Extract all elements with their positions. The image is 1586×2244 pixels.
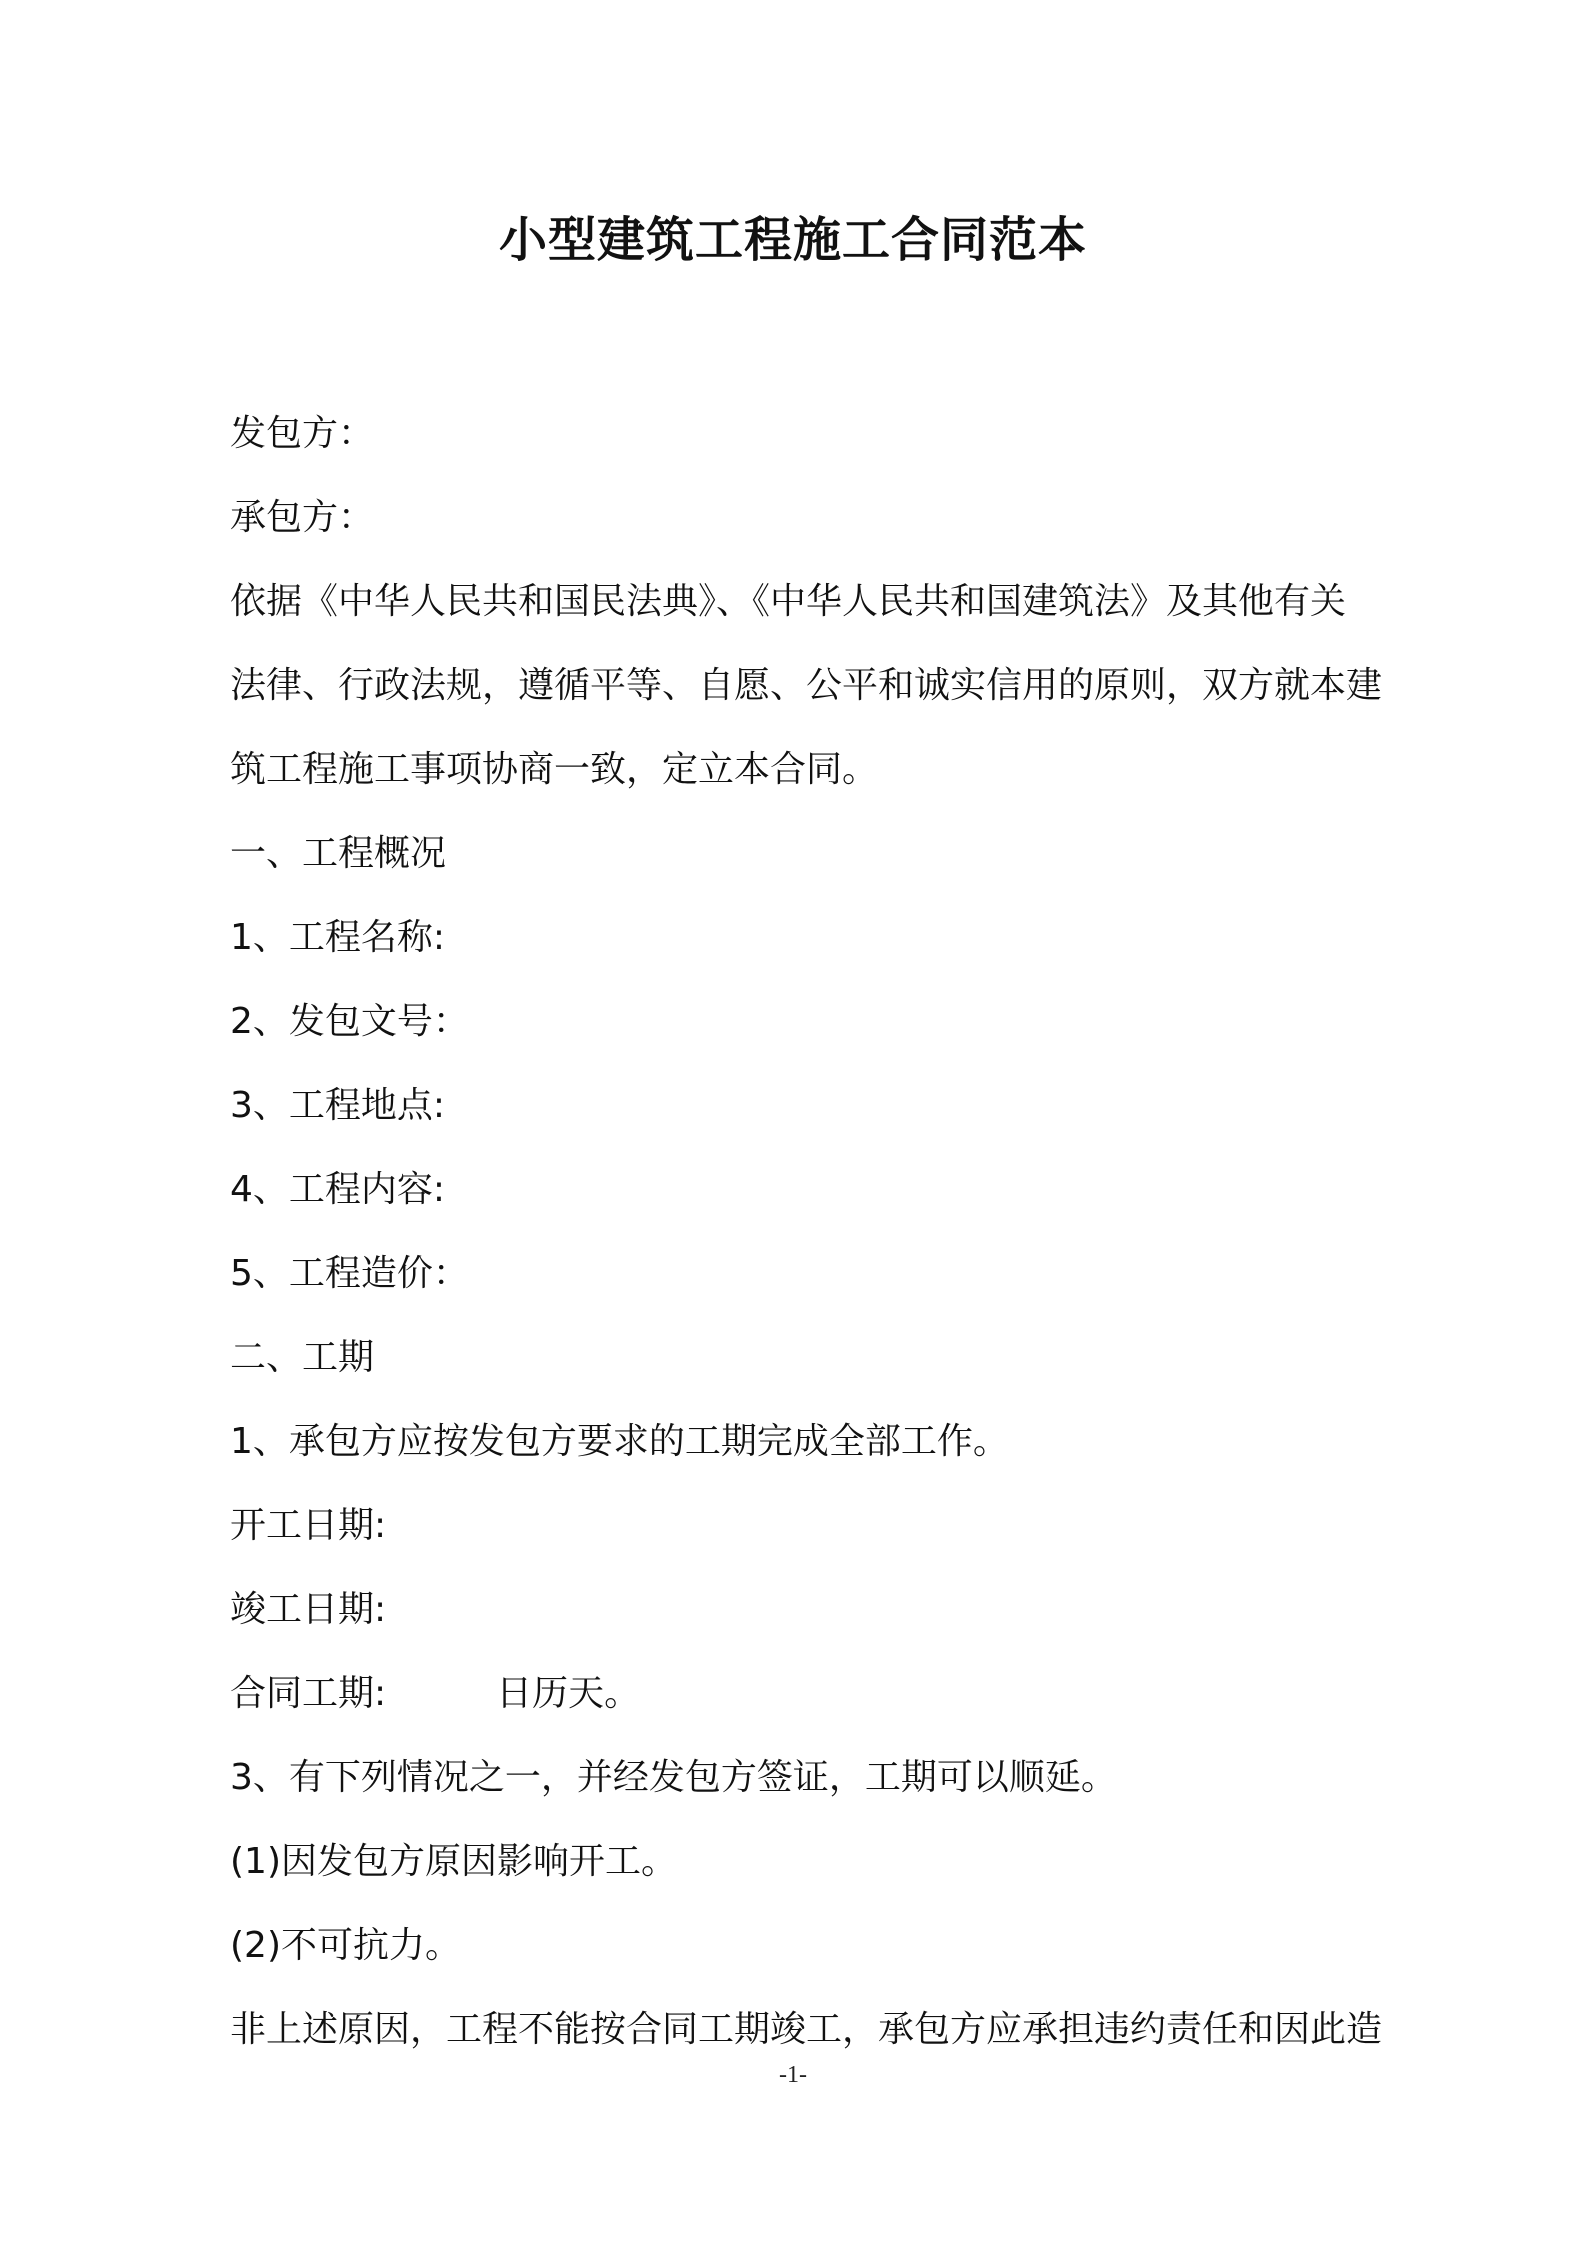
project-cost-line: 5、工程造价： <box>230 1253 469 1294</box>
section-heading-overview: 一、工程概况 <box>230 833 447 874</box>
document-body <box>230 392 1440 2072</box>
project-location-line: 3、工程地点: <box>230 1085 446 1126</box>
preamble-line-2: 法律、行政法规，遵循平等、自愿、公平和诚实信用的原则，双方就本建 <box>230 665 1383 706</box>
liability-clause-line: 非上述原因，工程不能按合同工期竣工，承包方应承担违约责任和因此造 <box>230 2009 1383 2050</box>
section-heading-schedule: 二、工期 <box>230 1337 375 1378</box>
preamble-line-1: 依据《中华人民共和国民法典》、《中华人民共和国建筑法》及其他有关 <box>230 581 1347 622</box>
contract-number-line: 2、发包文号： <box>230 1001 469 1042</box>
contract-period-line <box>230 1652 1440 1736</box>
contract-period-label: 合同工期: <box>230 1673 387 1714</box>
extension-clause: 3、有下列情况之一，并经发包方签证，工期可以顺延。 <box>230 1757 1117 1798</box>
project-content-line: 4、工程内容: <box>230 1169 446 1210</box>
preamble-line-3: 筑工程施工事项协商一致，定立本合同。 <box>230 749 879 790</box>
schedule-clause-1: 1、承包方应按发包方要求的工期完成全部工作。 <box>230 1421 1009 1462</box>
extension-item-1: (1)因发包方原因影响开工。 <box>230 1841 677 1882</box>
contract-period-unit: 日历天。 <box>496 1673 641 1714</box>
extension-item-2: (2)不可抗力。 <box>230 1925 461 1966</box>
party-b-line: 承包方： <box>230 497 375 538</box>
page-number: -1- <box>779 2062 807 2088</box>
start-date-line: 开工日期: <box>230 1505 387 1546</box>
completion-date-line: 竣工日期: <box>230 1589 387 1630</box>
project-name-line: 1、工程名称: <box>230 917 446 958</box>
document-title: 小型建筑工程施工合同范本 <box>498 212 1087 268</box>
party-a-line: 发包方： <box>230 413 375 454</box>
